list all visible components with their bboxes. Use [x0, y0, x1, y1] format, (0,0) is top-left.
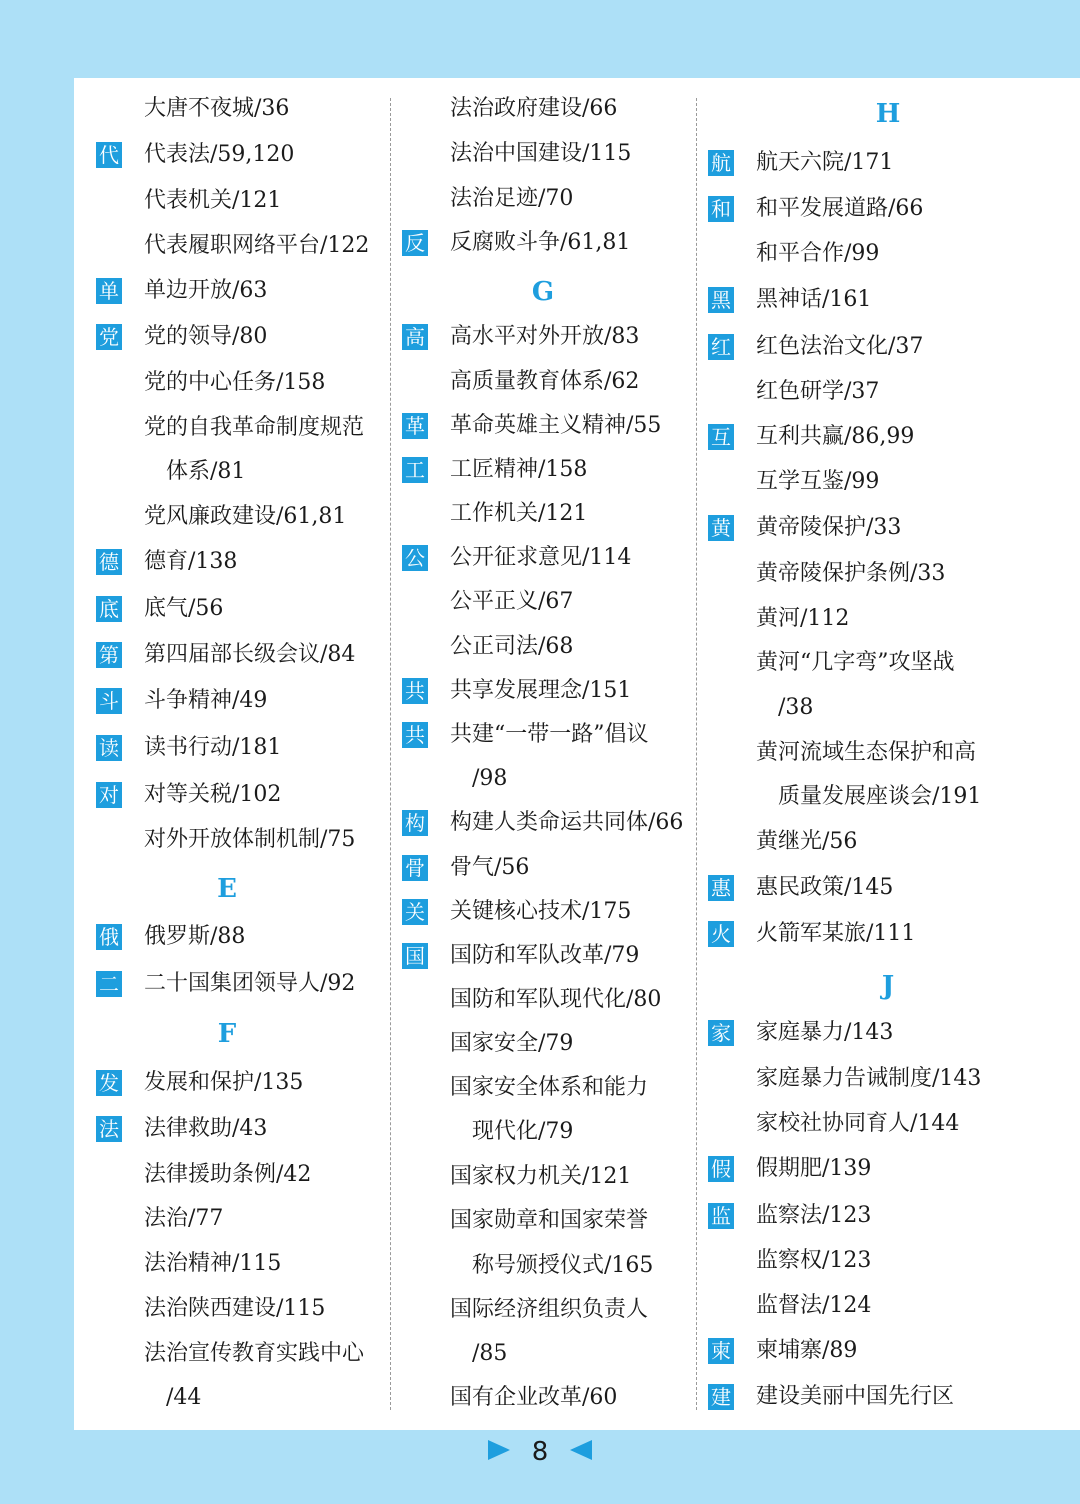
index-entry [74, 1337, 390, 1373]
page-footer [0, 1430, 1080, 1478]
index-entry [390, 851, 696, 887]
index-entry [74, 1381, 390, 1417]
index-entry-text: 党的自我革命制度规范 [144, 415, 365, 440]
index-entry-text: 党风廉政建设/61,81 [144, 504, 347, 529]
index-entry-text: 法治宣传教育实践中心 [144, 1341, 365, 1366]
index-entry-text: 红色法治文化/37 [756, 334, 924, 359]
index-entry [74, 1247, 390, 1283]
index-entry [390, 137, 696, 173]
index-initial-tag: 俄 [96, 924, 122, 950]
index-entry [74, 638, 390, 674]
column-divider [390, 98, 391, 1410]
index-entry [390, 1293, 696, 1329]
index-initial-tag: 对 [96, 782, 122, 808]
index-entry-text: 第四届部长级会议/84 [144, 642, 356, 667]
index-entry-text: 假期肥/139 [756, 1156, 872, 1181]
index-column-3 [696, 78, 1080, 1430]
index-entry [74, 545, 390, 581]
index-entry-text: 俄罗斯/88 [144, 924, 246, 949]
index-entry [74, 684, 390, 720]
index-entry [696, 1199, 1080, 1235]
index-entry [390, 92, 696, 128]
index-entry-text: 发展和保护/135 [144, 1070, 304, 1095]
index-entry-text: 共建“一带一路”倡议 [450, 722, 649, 747]
index-entry-text: 国有企业改革/60 [450, 1385, 618, 1410]
index-entry [74, 592, 390, 628]
index-page [74, 78, 1080, 1430]
index-entry-text: 关键核心技术/175 [450, 899, 632, 924]
index-entry-text: 和平合作/99 [756, 241, 880, 266]
index-entry [696, 825, 1080, 861]
index-initial-tag: 构 [402, 810, 428, 836]
index-entry [390, 674, 696, 710]
index-entry-text: 监察法/123 [756, 1203, 872, 1228]
index-entry-text: 和平发展道路/66 [756, 196, 924, 221]
index-initial-tag: 柬 [708, 1338, 734, 1364]
index-initial-tag: 国 [402, 943, 428, 969]
index-initial-tag: 航 [708, 150, 734, 176]
index-entry-text: 黄河“几字弯”攻坚战 [756, 650, 955, 675]
index-entry [74, 411, 390, 447]
index-entry [74, 920, 390, 956]
index-entry [74, 320, 390, 356]
index-entry [390, 182, 696, 218]
index-entry-text: 航天六院/171 [756, 150, 894, 175]
index-entry [696, 330, 1080, 366]
index-entry-text: 法治足迹/70 [450, 186, 574, 211]
index-letter-heading: G [531, 277, 555, 307]
index-initial-tag: 假 [708, 1156, 734, 1182]
index-letter-heading: E [217, 874, 237, 904]
index-entry [696, 192, 1080, 228]
index-column-2 [390, 78, 696, 1430]
index-entry [390, 585, 696, 621]
index-entry [74, 1202, 390, 1238]
index-entry-text: 工作机关/121 [450, 501, 588, 526]
index-entry [696, 1380, 1080, 1416]
index-entry-text: 高质量教育体系/62 [450, 369, 640, 394]
index-entry-text: 法治/77 [144, 1206, 224, 1231]
index-entry [74, 184, 390, 220]
index-entry-text: 大唐不夜城/36 [144, 96, 290, 121]
index-entry-text: 二十国集团领导人/92 [144, 971, 356, 996]
index-entry-text: 建设美丽中国先行区 [756, 1384, 955, 1409]
index-entry [696, 237, 1080, 273]
index-entry [696, 1062, 1080, 1098]
index-entry [390, 1249, 696, 1285]
index-entry-text: 党的领导/80 [144, 324, 268, 349]
index-entry [696, 1334, 1080, 1370]
index-entry [696, 1244, 1080, 1280]
index-initial-tag: 家 [708, 1020, 734, 1046]
index-initial-tag: 德 [96, 549, 122, 575]
index-column-1 [74, 78, 390, 1430]
index-entry-text: 斗争精神/49 [144, 688, 268, 713]
index-initial-tag: 革 [402, 413, 428, 439]
arrow-right-icon [488, 1440, 510, 1460]
index-letter-heading: J [881, 971, 895, 1001]
index-initial-tag: 互 [708, 424, 734, 450]
index-entry [390, 497, 696, 533]
index-entry [696, 736, 1080, 772]
index-entry [390, 1160, 696, 1196]
index-entry-text: 工匠精神/158 [450, 457, 588, 482]
index-entry [696, 1289, 1080, 1325]
index-entry [696, 917, 1080, 953]
index-initial-tag: 读 [96, 735, 122, 761]
index-entry-text: 革命英雄主义精神/55 [450, 413, 662, 438]
index-initial-tag: 黑 [708, 287, 734, 313]
index-entry [74, 1292, 390, 1328]
index-initial-tag: 法 [96, 1116, 122, 1142]
index-entry [390, 1027, 696, 1063]
index-entry [696, 557, 1080, 593]
index-entry [390, 1337, 696, 1373]
index-entry-text: 代表机关/121 [144, 188, 282, 213]
index-entry [390, 1115, 696, 1151]
index-entry [390, 1071, 696, 1107]
index-initial-tag: 高 [402, 324, 428, 350]
index-entry-text: 称号颁授仪式/165 [472, 1253, 654, 1278]
index-entry [696, 646, 1080, 682]
index-entry-text: 法治陕西建设/115 [144, 1296, 326, 1321]
index-entry [74, 274, 390, 310]
index-initial-tag: 底 [96, 596, 122, 622]
index-initial-tag: 发 [96, 1070, 122, 1096]
index-initial-tag: 监 [708, 1203, 734, 1229]
index-entry-text: 对等关税/102 [144, 782, 282, 807]
index-entry [74, 138, 390, 174]
index-initial-tag: 骨 [402, 855, 428, 881]
index-entry [696, 602, 1080, 638]
index-entry-text: 对外开放体制机制/75 [144, 827, 356, 852]
index-entry-text: 黄继光/56 [756, 829, 858, 854]
index-entry-text: 红色研学/37 [756, 379, 880, 404]
index-entry-text: 黄帝陵保护/33 [756, 515, 902, 540]
index-entry-text: 法治政府建设/66 [450, 96, 618, 121]
index-entry-text: 国家权力机关/121 [450, 1164, 632, 1189]
index-entry-text: 黄河/112 [756, 606, 850, 631]
index-entry [696, 375, 1080, 411]
index-entry-text: 高水平对外开放/83 [450, 324, 640, 349]
index-entry [390, 718, 696, 754]
index-entry-text: 代表履职网络平台/122 [144, 233, 370, 258]
index-initial-tag: 黄 [708, 515, 734, 541]
index-entry-text: 监察权/123 [756, 1248, 872, 1273]
index-entry [390, 983, 696, 1019]
index-entry-text: 监督法/124 [756, 1293, 872, 1318]
index-entry-text: 代表法/59,120 [144, 142, 295, 167]
index-entry-text: 法治精神/115 [144, 1251, 282, 1276]
index-entry-text: 家庭暴力告诫制度/143 [756, 1066, 982, 1091]
index-entry [390, 365, 696, 401]
index-entry [390, 1204, 696, 1240]
index-entry-text: 读书行动/181 [144, 735, 282, 760]
index-initial-tag: 关 [402, 899, 428, 925]
index-initial-tag: 共 [402, 678, 428, 704]
index-entry-text: 国防和军队改革/79 [450, 943, 640, 968]
index-entry [74, 967, 390, 1003]
index-entry-text: /98 [472, 766, 508, 791]
index-entry-text: 黄帝陵保护条例/33 [756, 561, 946, 586]
index-entry-text: 法律援助条例/42 [144, 1162, 312, 1187]
index-entry [696, 780, 1080, 816]
index-initial-tag: 斗 [96, 688, 122, 714]
index-entry-text: 反腐败斗争/61,81 [450, 230, 631, 255]
index-entry-text: 国际经济组织负责人 [450, 1297, 649, 1322]
index-entry-text: 国家安全体系和能力 [450, 1075, 649, 1100]
index-entry [74, 500, 390, 536]
index-entry-text: 法律救助/43 [144, 1116, 268, 1141]
index-entry [390, 453, 696, 489]
index-entry [390, 630, 696, 666]
index-entry [696, 465, 1080, 501]
index-entry [696, 1016, 1080, 1052]
index-entry [696, 1107, 1080, 1143]
index-initial-tag: 惠 [708, 875, 734, 901]
index-entry-text: 家庭暴力/143 [756, 1020, 894, 1045]
index-entry [696, 420, 1080, 456]
index-entry-text: 黄河流域生态保护和高 [756, 740, 977, 765]
index-entry-text: 家校社协同育人/144 [756, 1111, 960, 1136]
index-entry-text: 构建人类命运共同体/66 [450, 810, 684, 835]
index-entry [390, 895, 696, 931]
index-entry [74, 229, 390, 265]
index-entry-text: 火箭军某旅/111 [756, 921, 916, 946]
index-initial-tag: 党 [96, 324, 122, 350]
index-entry [696, 871, 1080, 907]
index-entry-text: /38 [778, 695, 814, 720]
index-initial-tag: 公 [402, 545, 428, 571]
index-entry [696, 511, 1080, 547]
index-entry [74, 1112, 390, 1148]
index-initial-tag: 建 [708, 1384, 734, 1410]
index-initial-tag: 单 [96, 278, 122, 304]
index-entry [74, 366, 390, 402]
index-entry-text: 法治中国建设/115 [450, 141, 632, 166]
index-entry [390, 409, 696, 445]
index-entry [390, 806, 696, 842]
index-entry [74, 92, 390, 128]
index-entry [74, 731, 390, 767]
index-entry-text: 国家安全/79 [450, 1031, 574, 1056]
index-entry-text: /85 [472, 1341, 508, 1366]
column-divider [696, 98, 697, 1410]
index-entry-text: 柬埔寨/89 [756, 1338, 858, 1363]
index-entry [696, 283, 1080, 319]
index-entry [696, 691, 1080, 727]
index-entry-text: 共享发展理念/151 [450, 678, 632, 703]
index-entry-text: 互学互鉴/99 [756, 469, 880, 494]
index-entry [74, 823, 390, 859]
index-initial-tag: 共 [402, 722, 428, 748]
index-entry-text: 公正司法/68 [450, 634, 574, 659]
index-entry [390, 541, 696, 577]
index-entry-text: 公开征求意见/114 [450, 545, 632, 570]
index-entry-text: 国防和军队现代化/80 [450, 987, 662, 1012]
index-entry [390, 1381, 696, 1417]
index-entry-text: 体系/81 [166, 459, 246, 484]
index-entry [74, 778, 390, 814]
index-entry-text: 骨气/56 [450, 855, 530, 880]
index-initial-tag: 和 [708, 196, 734, 222]
page-number: 8 [531, 1437, 549, 1467]
index-entry [390, 320, 696, 356]
index-initial-tag: 反 [402, 230, 428, 256]
index-entry-text: 互利共赢/86,99 [756, 424, 915, 449]
index-entry [74, 1158, 390, 1194]
index-entry-text: 党的中心任务/158 [144, 370, 326, 395]
index-entry-text: 黑神话/161 [756, 287, 872, 312]
arrow-left-icon [570, 1440, 592, 1460]
index-initial-tag: 二 [96, 971, 122, 997]
index-entry [74, 455, 390, 491]
index-entry-text: 惠民政策/145 [756, 875, 894, 900]
index-entry [390, 762, 696, 798]
index-entry-text: 国家勋章和国家荣誉 [450, 1208, 649, 1233]
index-initial-tag: 红 [708, 334, 734, 360]
index-initial-tag: 工 [402, 457, 428, 483]
index-entry-text: 底气/56 [144, 596, 224, 621]
index-entry [696, 1152, 1080, 1188]
index-entry-text: 现代化/79 [472, 1119, 574, 1144]
index-entry-text: 德育/138 [144, 549, 238, 574]
index-entry-text: /44 [166, 1385, 202, 1410]
index-entry [390, 939, 696, 975]
index-initial-tag: 第 [96, 642, 122, 668]
index-letter-heading: H [875, 99, 901, 129]
index-entry-text: 质量发展座谈会/191 [778, 784, 982, 809]
index-initial-tag: 火 [708, 921, 734, 947]
index-entry-text: 公平正义/67 [450, 589, 574, 614]
index-entry [390, 226, 696, 262]
index-letter-heading: F [217, 1019, 237, 1049]
index-entry [74, 1066, 390, 1102]
index-entry-text: 单边开放/63 [144, 278, 268, 303]
index-initial-tag: 代 [96, 142, 122, 168]
index-entry [696, 146, 1080, 182]
